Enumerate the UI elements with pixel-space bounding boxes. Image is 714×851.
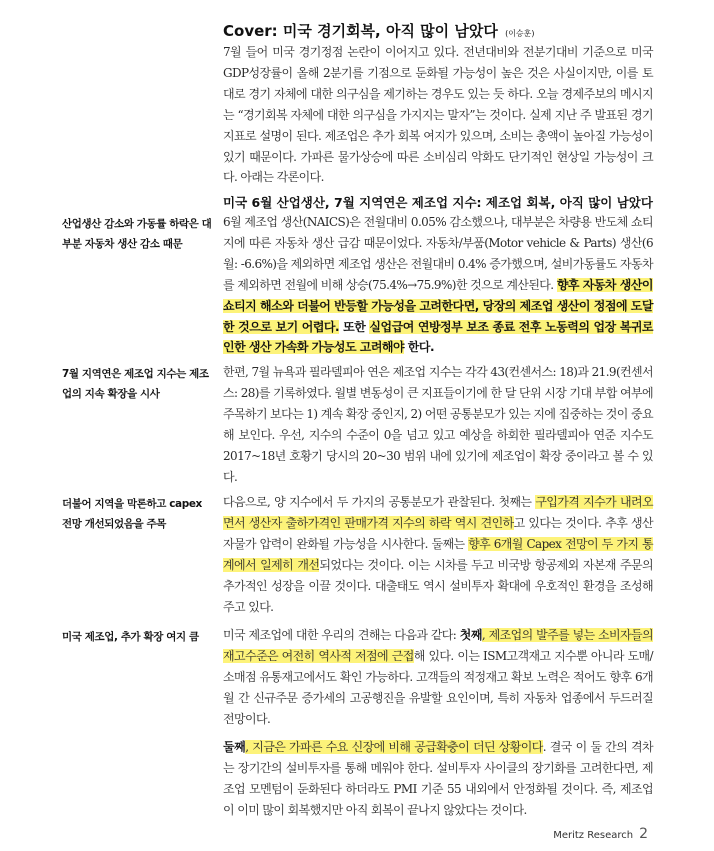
view-paragraph-first xyxy=(223,625,653,730)
second-point-label: 둘째 xyxy=(223,740,246,754)
production-text: 6월 제조업 생산(NAICS)은 전월대비 0.05% 감소했으나, 대부분은 차량용 반도체 쇼티지에 따른 자동차 생산 급감 때문이었다. 자동차/부품(Motor vehicle & Parts) 생산(6월: -6.6%)을 제외하면 제조업 생산은 전월대비 0.4% 증가했으며, 설비가동률도 자동차를 제외하면 전월에 비해 상승(75.4%→75.9%)한 것으로 계산된다. xyxy=(223,215,653,292)
production-ending: 한다. xyxy=(404,340,435,355)
highlight-labor-return: 실업급여 연방정부 보조 종료 전후 노동력의 업장 복귀로 인한 생산 가속화 가능성도 고려해야 xyxy=(223,319,654,355)
side-note-production: 산업생산 감소와 가동률 하락은 대부분 자동차 생산 감소 때문 xyxy=(62,218,212,250)
side-note-regional-fed: 7월 지역연은 제조업 지수는 제조업의 지속 확장을 시사 xyxy=(62,368,209,400)
highlight-capex-outlook: 향후 6개월 Capex 전망이 두 가지 통계에서 일제히 개선 xyxy=(223,536,653,572)
capex-paragraph xyxy=(223,492,653,617)
view-text-a: 미국 제조업에 대한 우리의 견해는 다음과 같다: xyxy=(223,628,460,642)
first-point-label: 첫째 xyxy=(459,628,482,642)
page-footer xyxy=(553,826,648,842)
capex-text-a: 다음으로, 양 지수에서 두 가지의 공통분모가 관찰된다. 첫째는 xyxy=(223,495,536,509)
capex-text-b: 고 있다는 것이다. 추후 생산자물가 압력이 완화될 가능성을 시사한다. 둘째는 xyxy=(223,515,653,551)
section-heading: 미국 6월 산업생산, 7월 지역연은 제조업 지수: 제조업 회복, 아직 많이 남았다 xyxy=(223,195,653,210)
view-text-c: . 결국 이 둘 간의 격차는 장기간의 설비투자를 통해 메워야 한다. 설비투자 사이클의 장기화를 고려한다면, 제조업 모멘텀이 둔화된다 하더라도 PMI 기준 55 내외에서 안정화될 것이다. 즉, 제조업이 이미 많이 회복했지만 아직 회복이 끝나지 않았다는 것이다. xyxy=(223,740,653,817)
highlight-inventory-low: , 제조업의 발주를 넣는 소비자들의 재고수준은 여전히 역사적 저점에 근접 xyxy=(223,628,653,663)
side-note-manufacturing: 미국 제조업, 추가 확장 여지 큼 xyxy=(62,631,199,643)
highlight-price-index: 구입가격 지수가 내려오면서 생산자 출하가격인 판매가격 지수의 하락 역시 견인하 xyxy=(223,495,653,530)
regional-fed-paragraph: 한편, 7월 뉴욕과 필라델피아 연은 제조업 지수는 각각 43(컨센서스: 18)과 21.9(컨센서스: 28)를 기록하였다. 월별 변동성이 큰 지표들이기에 한 달 단위 시장 기대 부합 여부에 주목하기 보다는 1) 계속 확장 중인지, 2) 어떤 공통분모가 있는 지에 집중하는 것이 중요해 보인다. 우선, 지수의 수준이 0을 넘고 있고 예상을 하회한 필라델피아 연준 지수도 2017~18년 호황기 당시의 20~30 범위 내에 있기에 제조업이 확장 중이라고 볼 수 있다. xyxy=(223,365,653,484)
side-note-capex: 더불어 지역을 막론하고 capex 전망 개선되었음을 주목 xyxy=(62,498,202,530)
view-paragraph-second xyxy=(223,737,653,821)
cover-title-text: Cover: 미국 경기회복, 아직 많이 남았다 xyxy=(223,22,498,40)
author-name: (이승훈) xyxy=(505,29,535,38)
cover-title xyxy=(223,20,535,41)
production-paragraph xyxy=(223,212,653,358)
highlight-auto-rebound: 향후 자동차 생산이 쇼티지 해소와 더불어 반등할 가능성을 고려한다면, 당장의 제조업 생산이 정점에 도달한 것으로 보기 어렵다. xyxy=(223,277,654,334)
footer-brand: Meritz Research xyxy=(553,830,634,841)
intro-paragraph: 7월 들어 미국 경기정점 논란이 이어지고 있다. 전년대비와 전분기대비 기준으로 미국 GDP성장률이 올해 2분기를 기점으로 둔화될 가능성이 높은 것은 사실이지만, 이를 토대로 경기 자체에 대한 의구심을 제기하는 경우도 있는 듯 하다. 오늘 경제주보의 메시지는 “경기회복 자체에 대한 의구심을 가지지는 말자”는 것이다. 실제 지난 주 발표된 경기지표로 설명이 된다. 제조업은 추가 회복 여지가 있으며, 소비는 총액이 높아질 가능성이 있기 때문이다. 가파른 물가상승에 따른 소비심리 악화도 단기적인 현상일 가능성이 크다. 아래는 각론이다. xyxy=(223,45,653,185)
production-connector: 또한 xyxy=(339,319,370,334)
capex-text-c: 되었다는 것이다. 이는 시차를 두고 비국방 항공제외 자본재 주문의 추가적인 성장을 이끌 것이다. 대출태도 역시 설비투자 확대에 우호적인 환경을 조성해 주고 있다. xyxy=(223,557,654,614)
view-text-b: 해 있다. 이는 ISM고객재고 지수뿐 아니라 도매/소매점 유통재고에서도 확인 가능하다. 고객들의 적정재고 확보 노력은 적어도 향후 6개월 간 신규주문 증가세의 고공행진을 유발할 요인이며, 특히 자동차 업종에서 두드러질 전망이다. xyxy=(223,648,653,726)
page-number: 2 xyxy=(639,826,648,842)
highlight-supply-lag: , 지금은 가파른 수요 신장에 비해 공급확충이 더딘 상황이다 xyxy=(245,740,543,754)
